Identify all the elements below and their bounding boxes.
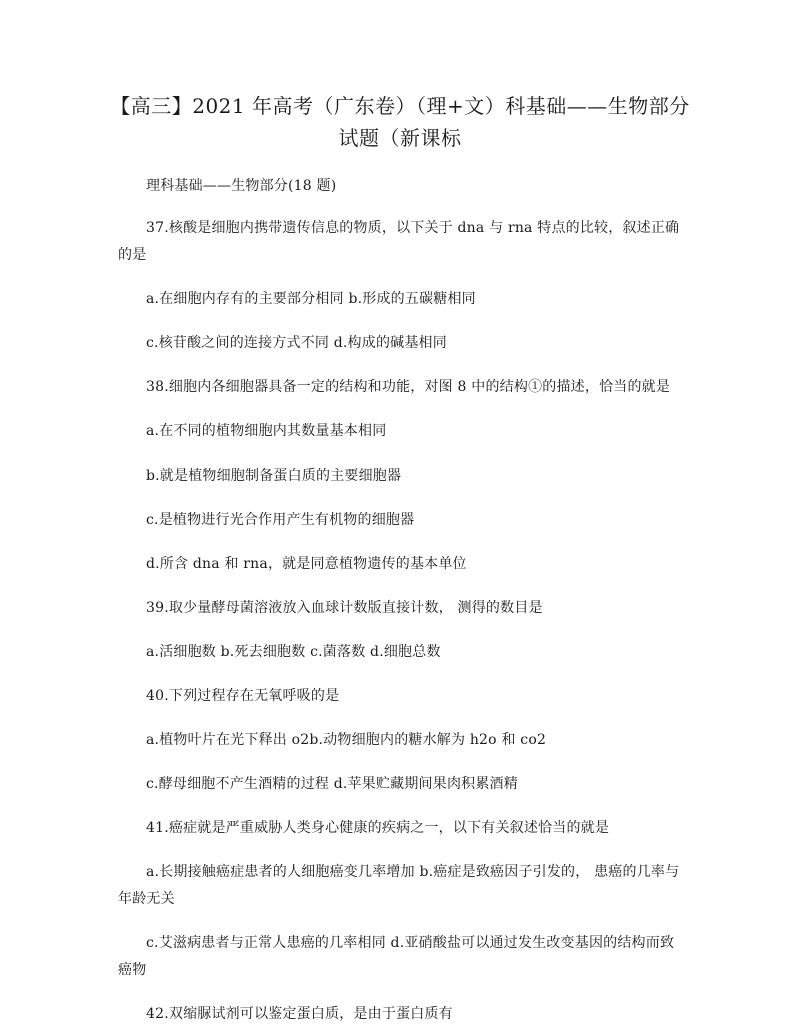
q38-option-b: b.就是植物细胞制备蛋白质的主要细胞器 <box>146 468 402 484</box>
question-40: 40.下列过程存在无氧呼吸的是 <box>146 688 340 704</box>
title-line-2: 试题（新课标 <box>338 126 462 150</box>
q41-option-ab-cont: 年龄无关 <box>118 891 175 907</box>
q39-options: a.活细胞数 b.死去细胞数 c.菌落数 d.细胞总数 <box>146 644 441 660</box>
q37-option-ab: a.在细胞内存有的主要部分相同 b.形成的五碳糖相同 <box>146 291 476 307</box>
title-line-1: 【高三】2021 年高考（广东卷）（理+文）科基础——生物部分 <box>110 94 690 118</box>
q38-option-c: c.是植物进行光合作用产生有机物的细胞器 <box>146 512 415 528</box>
q38-option-d: d.所含 dna 和 rna，就是同意植物遗传的基本单位 <box>146 556 467 572</box>
question-38: 38.细胞内各细胞器具备一定的结构和功能，对图 8 中的结构①的描述，恰当的就是 <box>146 379 671 395</box>
q41-option-cd: c.艾滋病患者与正常人患癌的几率相同 d.亚硝酸盐可以通过发生改变基因的结构而致 <box>146 935 675 951</box>
document-title <box>100 90 700 154</box>
q37-option-cd: c.核苷酸之间的连接方式不同 d.构成的碱基相同 <box>146 335 447 351</box>
q40-option-ab: a.植物叶片在光下释出 o2b.动物细胞内的糖水解为 h2o 和 co2 <box>146 732 547 748</box>
question-41: 41.癌症就是严重威胁人类身心健康的疾病之一，以下有关叙述恰当的就是 <box>146 820 610 836</box>
question-37: 37.核酸是细胞内携带遗传信息的物质，以下关于 dna 与 rna 特点的比较，叙述正确 <box>146 220 680 236</box>
question-37-cont: 的是 <box>118 247 147 263</box>
q40-option-cd: c.酵母细胞不产生酒精的过程 d.苹果贮藏期间果肉积累酒精 <box>146 776 518 792</box>
section-heading: 理科基础——生物部分(18 题) <box>146 178 337 194</box>
question-42: 42.双缩脲试剂可以鉴定蛋白质，是由于蛋白质有 <box>146 1006 453 1022</box>
q38-option-a: a.在不同的植物细胞内其数量基本相同 <box>146 423 387 439</box>
question-39: 39.取少量酵母菌溶液放入血球计数版直接计数， 测得的数目是 <box>146 600 543 616</box>
q41-option-cd-cont: 癌物 <box>118 962 147 978</box>
q41-option-ab: a.长期接触癌症患者的人细胞癌变几率增加 b.癌症是致癌因子引发的， 患癌的几率与 <box>146 864 680 880</box>
